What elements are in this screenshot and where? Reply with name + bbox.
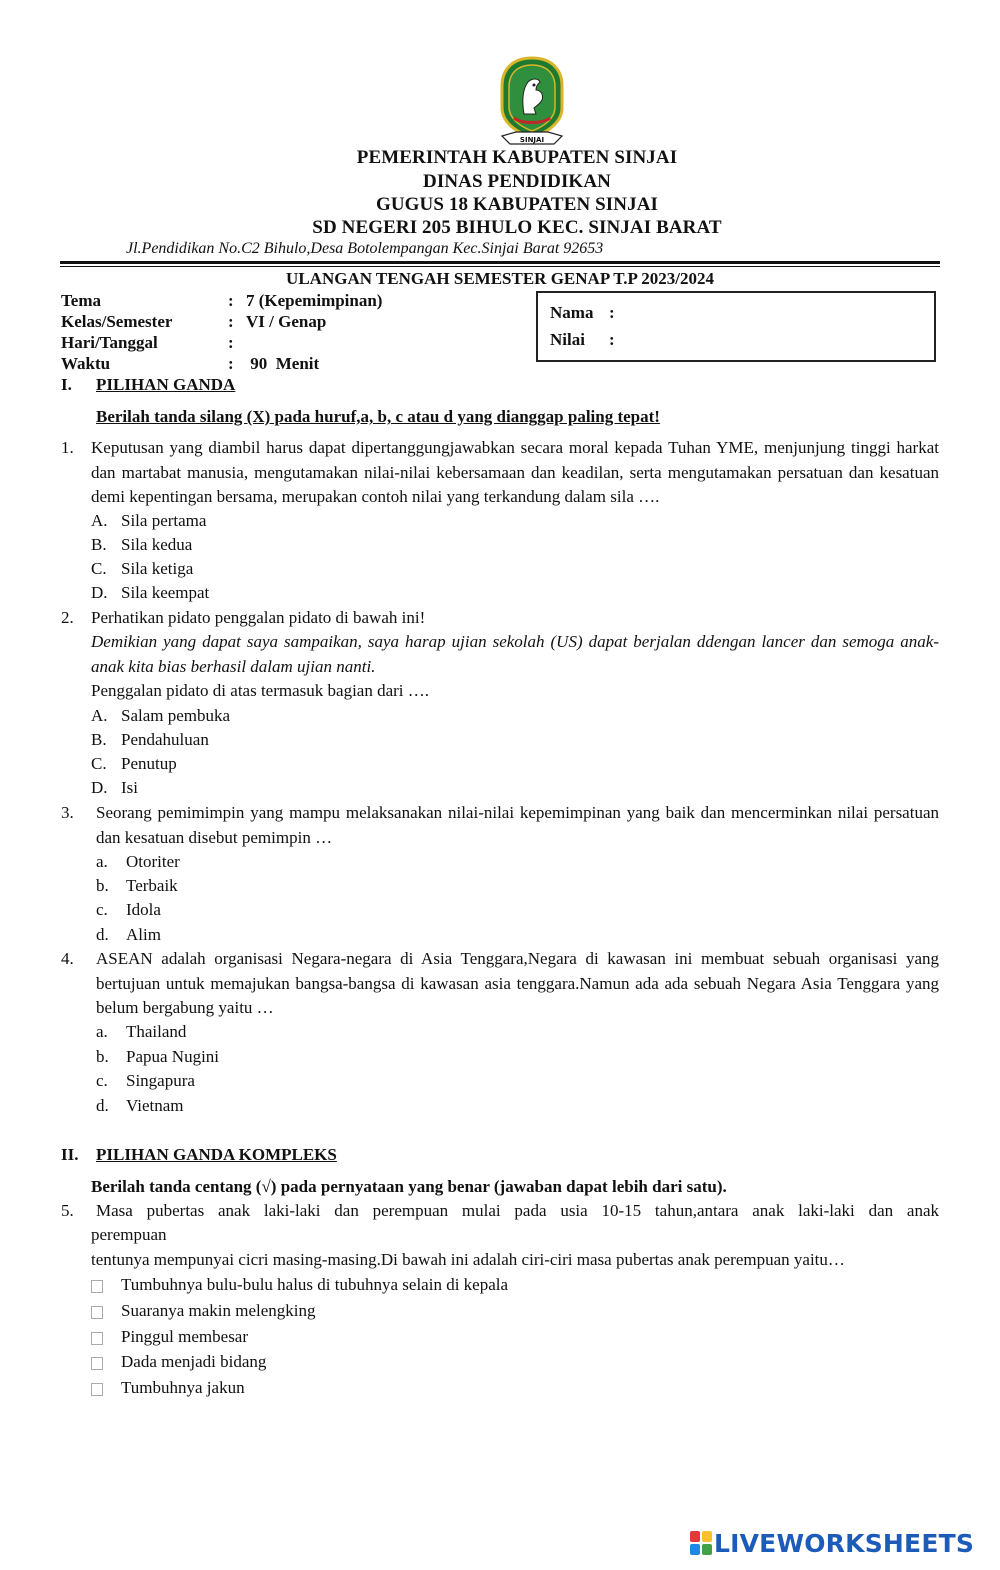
option-letter: a.	[96, 1022, 108, 1041]
option-text: Sila pertama	[121, 511, 207, 530]
question-3-number: 3.	[61, 803, 74, 822]
question-3-text: Seorang pemimimpin yang mampu melaksanakan nilai-nilai kepemimpinan yang baik dan mencerminkan nilai persatuan dan kesatuan disebut pemimpin …	[96, 803, 939, 847]
meta-label-hari: Hari/Tanggal	[61, 333, 158, 352]
meta-label-waktu: Waktu	[61, 354, 111, 373]
option-text: Sila keempat	[121, 583, 210, 602]
option-letter: D.	[91, 583, 108, 602]
name-sep: :	[609, 303, 615, 322]
question-2-number: 2.	[61, 608, 74, 627]
q5-checkbox-2[interactable]	[91, 1306, 103, 1319]
emblem-text: SINJAI	[519, 136, 545, 144]
question-5-text-line-2: perempuan	[91, 1225, 167, 1244]
q4-option-d[interactable]	[96, 1094, 184, 1118]
q5-option-4: Dada menjadi bidang	[121, 1352, 267, 1371]
option-letter: a.	[96, 852, 108, 871]
option-letter: c.	[96, 900, 108, 919]
option-letter: d.	[96, 1096, 109, 1115]
q5-option-3: Pinggul membesar	[121, 1327, 249, 1346]
q1-option-a[interactable]	[91, 509, 206, 533]
meta-sep: :	[228, 312, 234, 331]
question-5-number: 5.	[61, 1201, 74, 1220]
q3-option-b[interactable]	[96, 874, 178, 898]
q1-option-b[interactable]	[91, 533, 192, 557]
option-text: Thailand	[126, 1022, 187, 1041]
section-1-title	[96, 374, 235, 396]
q3-option-c[interactable]	[96, 898, 161, 922]
q3-option-a[interactable]	[96, 850, 180, 874]
section-2-title-text: PILIHAN GANDA KOMPLEKS	[96, 1145, 337, 1164]
liveworksheets-watermark[interactable]	[690, 1528, 974, 1558]
meta-sep: :	[228, 333, 234, 352]
score-sep: :	[609, 330, 615, 349]
section-2-instruction: Berilah tanda centang (√) pada pernyataan yang benar (jawaban dapat lebih dari satu).	[91, 1177, 727, 1196]
option-letter: D.	[91, 778, 108, 797]
q4-option-a[interactable]	[96, 1020, 186, 1044]
q5-option-5: Tumbuhnya jakun	[121, 1378, 245, 1397]
q2-option-a[interactable]	[91, 704, 230, 728]
q5-checkbox-1[interactable]	[91, 1280, 103, 1293]
q4-option-c[interactable]	[96, 1069, 195, 1093]
header-line-3: GUGUS 18 KABUPATEN SINJAI	[375, 194, 659, 215]
option-text: Pendahuluan	[121, 730, 209, 749]
section-2-number: II.	[61, 1145, 79, 1164]
option-text: Otoriter	[126, 852, 180, 871]
option-text: Sila ketiga	[121, 559, 194, 578]
question-1-text: Keputusan yang diambil harus dapat dipertanggungjawabkan secara moral kepada Tuhan YME, menjunjung tinggi harkat dan martabat manusia, mengutamakan nilai-nilai kebersamaan dan keadilan, serta mengutamakan persatuan dan kesatuan demi kepentingan bersama, merupakan contoh nilai yang terkandung dalam sila ….	[91, 438, 939, 506]
q1-option-d[interactable]	[91, 581, 209, 605]
option-letter: A.	[91, 706, 108, 725]
question-2-question: Penggalan pidato di atas termasuk bagian dari ….	[91, 681, 430, 700]
q2-option-d[interactable]	[91, 776, 138, 800]
option-letter: B.	[91, 730, 107, 749]
school-address: Jl.Pendidikan No.C2 Bihulo,Desa Botolempangan Kec.Sinjai Barat 92653	[126, 240, 604, 257]
header-line-1: PEMERINTAH KABUPATEN SINJAI	[356, 147, 678, 168]
option-text: Isi	[121, 778, 138, 797]
q4-option-b[interactable]	[96, 1045, 219, 1069]
meta-label-tema: Tema	[61, 291, 101, 310]
option-text: Vietnam	[126, 1096, 184, 1115]
option-text: Salam pembuka	[121, 706, 231, 725]
option-letter: C.	[91, 754, 107, 773]
header-divider	[60, 261, 940, 264]
name-label: Nama	[550, 303, 594, 322]
section-2-title	[96, 1144, 337, 1166]
option-letter: d.	[96, 925, 109, 944]
q5-checkbox-3[interactable]	[91, 1332, 103, 1345]
header-line-4: SD NEGERI 205 BIHULO KEC. SINJAI BARAT	[312, 217, 722, 238]
option-text: Terbaik	[126, 876, 178, 895]
option-letter: A.	[91, 511, 108, 530]
liveworksheets-logo-icon	[690, 1531, 712, 1555]
student-info-box[interactable]	[536, 291, 936, 362]
meta-sep: :	[228, 291, 234, 310]
option-text: Sila kedua	[121, 535, 193, 554]
section-1-instruction: Berilah tanda silang (X) pada huruf,a, b, c atau d yang dianggap paling tepat!	[96, 407, 660, 426]
q5-option-2: Suaranya makin melengking	[121, 1301, 316, 1320]
header-divider-thin	[60, 266, 940, 267]
meta-value-waktu: 90 Menit	[246, 354, 320, 373]
sinjai-regency-emblem-icon	[492, 56, 572, 148]
option-text: Alim	[126, 925, 161, 944]
question-1-number: 1.	[61, 438, 74, 457]
meta-sep: :	[228, 354, 234, 373]
meta-value-kelas: VI / Genap	[246, 312, 327, 331]
question-5-text-line-1: Masa pubertas anak laki-laki dan perempuan mulai pada usia 10-15 tahun,antara anak laki-laki dan anak	[96, 1201, 939, 1220]
q2-option-c[interactable]	[91, 752, 177, 776]
q5-checkbox-5[interactable]	[91, 1383, 103, 1396]
option-letter: c.	[96, 1071, 108, 1090]
question-2-text: Perhatikan pidato penggalan pidato di bawah ini!	[91, 608, 426, 627]
option-text: Papua Nugini	[126, 1047, 220, 1066]
q5-option-1: Tumbuhnya bulu-bulu halus di tubuhnya selain di kepala	[121, 1275, 509, 1294]
exam-title: ULANGAN TENGAH SEMESTER GENAP T.P 2023/2024	[286, 269, 714, 288]
meta-value-tema: 7 (Kepemimpinan)	[246, 291, 383, 310]
option-letter: B.	[91, 535, 107, 554]
question-4-text: ASEAN adalah organisasi Negara-negara di Asia Tenggara,Negara di kawasan ini membuat sebuah organisasi yang bertujuan untuk memajukan bangsa-bangsa di kawasan asia tenggara.Namun ada ada sebuah Negara Asia Tenggara yang belum bergabung yaitu …	[96, 949, 939, 1017]
option-letter: C.	[91, 559, 107, 578]
meta-label-kelas: Kelas/Semester	[61, 312, 173, 331]
option-letter: b.	[96, 876, 109, 895]
watermark-text: LIVEWORKSHEETS	[714, 1528, 975, 1558]
header-line-2: DINAS PENDIDIKAN	[423, 171, 611, 192]
q1-option-c[interactable]	[91, 557, 193, 581]
option-text: Idola	[126, 900, 161, 919]
question-4-number: 4.	[61, 949, 74, 968]
question-5-text-line-3: tentunya mempunyai cicri masing-masing.Di bawah ini adalah ciri-ciri masa pubertas anak perempuan yaitu…	[91, 1250, 845, 1269]
section-1-number: I.	[61, 375, 72, 394]
section-1-title-text: PILIHAN GANDA	[96, 375, 236, 394]
option-letter: b.	[96, 1047, 109, 1066]
option-text: Singapura	[126, 1071, 195, 1090]
q5-checkbox-4[interactable]	[91, 1357, 103, 1370]
score-label: Nilai	[550, 330, 585, 349]
question-2-quote: Demikian yang dapat saya sampaikan, saya harap ujian sekolah (US) dapat berjalan ddengan lancer dan semoga anak-anak kita bias berhasil dalam ujian nanti.	[91, 632, 939, 676]
option-text: Penutup	[121, 754, 177, 773]
q2-option-b[interactable]	[91, 728, 209, 752]
q3-option-d[interactable]	[96, 923, 161, 947]
